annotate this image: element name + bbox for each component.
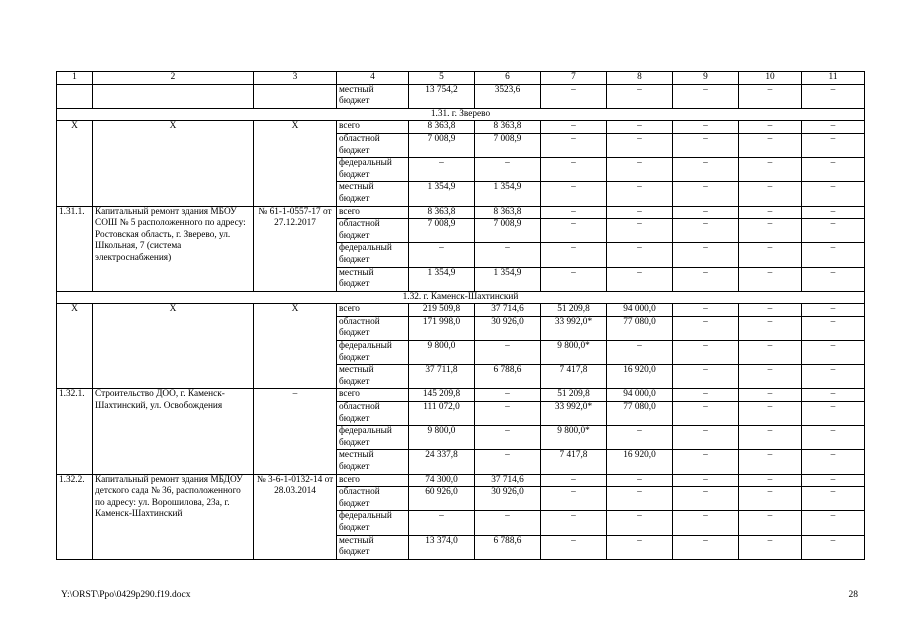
x-cell: X — [57, 121, 93, 206]
value-cell: – — [802, 535, 865, 559]
section-row — [57, 108, 865, 121]
budget-source: всего — [337, 474, 409, 487]
value-cell: 37 714,6 — [475, 304, 541, 317]
column-header: 7 — [541, 72, 607, 85]
column-header: 9 — [673, 72, 739, 85]
value-cell: – — [802, 511, 865, 535]
x-cell: X — [93, 304, 254, 389]
column-header: 5 — [409, 72, 475, 85]
value-cell: 7 008,9 — [409, 133, 475, 157]
value-cell: – — [541, 267, 607, 291]
value-cell: – — [541, 84, 607, 108]
value-cell: – — [607, 182, 673, 206]
item-name: Капитальный ремонт здания МБДОУ детского сада № 36, расположенного по адресу: ул. Ворошилова, 23а, г. Каменск-Шахтинский — [93, 474, 254, 559]
value-cell: 77 080,0 — [607, 402, 673, 426]
value-cell: 171 998,0 — [409, 316, 475, 340]
value-cell: – — [673, 182, 739, 206]
value-cell: 7 417,8 — [541, 450, 607, 474]
x-cell: X — [57, 304, 93, 389]
section-row — [57, 291, 865, 304]
value-cell: – — [475, 426, 541, 450]
value-cell: – — [802, 487, 865, 511]
value-cell: – — [475, 341, 541, 365]
value-cell: 51 209,8 — [541, 389, 607, 402]
value-cell: 37 714,6 — [475, 474, 541, 487]
value-cell: – — [739, 133, 802, 157]
value-cell: 8 363,8 — [475, 121, 541, 134]
value-cell: – — [673, 402, 739, 426]
value-cell: – — [802, 450, 865, 474]
value-cell: 9 800,0* — [541, 426, 607, 450]
value-cell: – — [802, 133, 865, 157]
budget-source: местный бюджет — [337, 450, 409, 474]
value-cell: – — [802, 389, 865, 402]
value-cell: – — [475, 450, 541, 474]
value-cell: – — [673, 474, 739, 487]
value-cell: – — [739, 267, 802, 291]
value-cell: – — [475, 389, 541, 402]
value-cell: – — [673, 341, 739, 365]
column-header: 6 — [475, 72, 541, 85]
value-cell: 13 374,0 — [409, 535, 475, 559]
value-cell: 8 363,8 — [409, 121, 475, 134]
value-cell: – — [802, 206, 865, 219]
header-row — [57, 72, 865, 85]
value-cell: – — [673, 511, 739, 535]
value-cell: – — [541, 511, 607, 535]
empty-cell — [254, 84, 337, 108]
value-cell: – — [739, 426, 802, 450]
column-header: 2 — [93, 72, 254, 85]
value-cell: 3523,6 — [475, 84, 541, 108]
value-cell: – — [739, 243, 802, 267]
value-cell: – — [475, 511, 541, 535]
value-cell: – — [739, 84, 802, 108]
budget-source: федеральный бюджет — [337, 341, 409, 365]
item-name: Капитальный ремонт здания МБОУ СОШ № 5 расположенного по адресу: Ростовская область, г. Зверево, ул. Школьная, 7 (система электроснабжения) — [93, 206, 254, 291]
value-cell: – — [802, 341, 865, 365]
value-cell: – — [607, 474, 673, 487]
value-cell: – — [541, 158, 607, 182]
value-cell: – — [607, 158, 673, 182]
value-cell: – — [673, 304, 739, 317]
value-cell: 1 354,9 — [409, 182, 475, 206]
value-cell: – — [409, 243, 475, 267]
value-cell: 7 417,8 — [541, 365, 607, 389]
value-cell: – — [802, 84, 865, 108]
budget-source: местный бюджет — [337, 267, 409, 291]
value-cell: 94 000,0 — [607, 389, 673, 402]
value-cell: 24 337,8 — [409, 450, 475, 474]
value-cell: 74 300,0 — [409, 474, 475, 487]
item-number: 1.31.1. — [57, 206, 93, 291]
item-document: № 3-6-1-0132-14 от 28.03.2014 — [254, 474, 337, 559]
value-cell: – — [673, 267, 739, 291]
column-header: 1 — [57, 72, 93, 85]
value-cell: – — [802, 365, 865, 389]
value-cell: – — [607, 219, 673, 243]
value-cell: – — [607, 133, 673, 157]
value-cell: – — [541, 133, 607, 157]
budget-source: федеральный бюджет — [337, 243, 409, 267]
value-cell: 219 509,8 — [409, 304, 475, 317]
budget-source: областной бюджет — [337, 219, 409, 243]
empty-cell — [93, 84, 254, 108]
value-cell: – — [541, 487, 607, 511]
value-cell: – — [739, 316, 802, 340]
value-cell: – — [802, 402, 865, 426]
value-cell: – — [541, 474, 607, 487]
value-cell: – — [739, 535, 802, 559]
value-cell: 33 992,0* — [541, 402, 607, 426]
value-cell: 9 800,0* — [541, 341, 607, 365]
item-document: – — [254, 389, 337, 474]
value-cell: 37 711,8 — [409, 365, 475, 389]
item-document: № 61-1-0557-17 от 27.12.2017 — [254, 206, 337, 291]
x-cell: X — [254, 304, 337, 389]
page-number: 28 — [848, 590, 858, 600]
value-cell: – — [409, 511, 475, 535]
column-header: 10 — [739, 72, 802, 85]
value-cell: – — [607, 487, 673, 511]
value-cell: – — [673, 133, 739, 157]
value-cell: – — [802, 304, 865, 317]
column-header: 3 — [254, 72, 337, 85]
value-cell: – — [607, 206, 673, 219]
value-cell: – — [739, 158, 802, 182]
value-cell: 9 800,0 — [409, 341, 475, 365]
budget-source: федеральный бюджет — [337, 426, 409, 450]
value-cell: – — [739, 304, 802, 317]
item-number: 1.32.1. — [57, 389, 93, 474]
value-cell: – — [739, 511, 802, 535]
value-cell: 6 788,6 — [475, 365, 541, 389]
x-cell: X — [93, 121, 254, 206]
value-cell: – — [802, 182, 865, 206]
budget-source: областной бюджет — [337, 133, 409, 157]
value-cell: – — [475, 158, 541, 182]
value-cell: – — [607, 535, 673, 559]
value-cell: 111 072,0 — [409, 402, 475, 426]
value-cell: – — [673, 487, 739, 511]
value-cell: – — [607, 341, 673, 365]
value-cell: – — [673, 158, 739, 182]
value-cell: 94 000,0 — [607, 304, 673, 317]
value-cell: – — [541, 182, 607, 206]
value-cell: – — [802, 316, 865, 340]
value-cell: 60 926,0 — [409, 487, 475, 511]
x-cell: X — [254, 121, 337, 206]
value-cell: – — [673, 426, 739, 450]
value-cell: – — [802, 219, 865, 243]
value-cell: 16 920,0 — [607, 365, 673, 389]
value-cell: – — [673, 219, 739, 243]
value-cell: 9 800,0 — [409, 426, 475, 450]
value-cell: – — [475, 402, 541, 426]
value-cell: 7 008,9 — [409, 219, 475, 243]
value-cell: 8 363,8 — [475, 206, 541, 219]
value-cell: 1 354,9 — [475, 182, 541, 206]
value-cell: – — [673, 206, 739, 219]
value-cell: 8 363,8 — [409, 206, 475, 219]
value-cell: – — [673, 365, 739, 389]
value-cell: 7 008,9 — [475, 219, 541, 243]
value-cell: – — [802, 243, 865, 267]
value-cell: – — [607, 243, 673, 267]
value-cell: 6 788,6 — [475, 535, 541, 559]
value-cell: – — [541, 219, 607, 243]
value-cell: – — [673, 450, 739, 474]
budget-source: местный бюджет — [337, 84, 409, 108]
value-cell: – — [802, 267, 865, 291]
table-row — [57, 474, 865, 487]
budget-source: областной бюджет — [337, 402, 409, 426]
column-header: 8 — [607, 72, 673, 85]
value-cell: – — [541, 535, 607, 559]
value-cell: 7 008,9 — [475, 133, 541, 157]
budget-source: всего — [337, 304, 409, 317]
value-cell: – — [607, 121, 673, 134]
value-cell: 16 920,0 — [607, 450, 673, 474]
value-cell: – — [673, 84, 739, 108]
value-cell: 51 209,8 — [541, 304, 607, 317]
value-cell: – — [802, 121, 865, 134]
value-cell: 145 209,8 — [409, 389, 475, 402]
value-cell: – — [739, 121, 802, 134]
value-cell: – — [673, 121, 739, 134]
value-cell: – — [739, 182, 802, 206]
value-cell: – — [409, 158, 475, 182]
budget-source: всего — [337, 206, 409, 219]
value-cell: 33 992,0* — [541, 316, 607, 340]
item-name: Строительство ДОО, г. Каменск-Шахтинский, ул. Освобождения — [93, 389, 254, 474]
empty-cell — [57, 84, 93, 108]
value-cell: – — [541, 121, 607, 134]
column-header: 4 — [337, 72, 409, 85]
value-cell: 77 080,0 — [607, 316, 673, 340]
budget-source: всего — [337, 389, 409, 402]
budget-source: местный бюджет — [337, 365, 409, 389]
value-cell: – — [541, 243, 607, 267]
value-cell: 13 754,2 — [409, 84, 475, 108]
value-cell: – — [739, 206, 802, 219]
value-cell: 1 354,9 — [475, 267, 541, 291]
value-cell: – — [673, 316, 739, 340]
value-cell: – — [673, 243, 739, 267]
value-cell: – — [739, 341, 802, 365]
value-cell: 30 926,0 — [475, 316, 541, 340]
value-cell: – — [607, 84, 673, 108]
value-cell: – — [739, 450, 802, 474]
value-cell: – — [739, 389, 802, 402]
budget-source: федеральный бюджет — [337, 158, 409, 182]
value-cell: 1 354,9 — [409, 267, 475, 291]
table-row — [57, 121, 865, 134]
value-cell: – — [607, 426, 673, 450]
budget-source: всего — [337, 121, 409, 134]
value-cell: – — [673, 535, 739, 559]
value-cell: – — [802, 474, 865, 487]
table-row — [57, 304, 865, 317]
value-cell: – — [802, 426, 865, 450]
value-cell: – — [607, 267, 673, 291]
value-cell: – — [607, 511, 673, 535]
value-cell: – — [739, 402, 802, 426]
item-number: 1.32.2. — [57, 474, 93, 559]
budget-source: местный бюджет — [337, 182, 409, 206]
value-cell: – — [475, 243, 541, 267]
table-row — [57, 84, 865, 108]
budget-table — [56, 71, 865, 560]
table-row — [57, 389, 865, 402]
value-cell: – — [541, 206, 607, 219]
table-row — [57, 206, 865, 219]
value-cell: – — [802, 158, 865, 182]
value-cell: – — [739, 365, 802, 389]
budget-source: федеральный бюджет — [337, 511, 409, 535]
section-title: 1.32. г. Каменск-Шахтинский — [57, 291, 865, 304]
budget-source: местный бюджет — [337, 535, 409, 559]
value-cell: – — [739, 219, 802, 243]
budget-source: областной бюджет — [337, 316, 409, 340]
value-cell: 30 926,0 — [475, 487, 541, 511]
document-path: Y:\ORST\Ppo\0429p290.f19.docx — [61, 590, 191, 600]
value-cell: – — [739, 487, 802, 511]
value-cell: – — [739, 474, 802, 487]
value-cell: – — [673, 389, 739, 402]
column-header: 11 — [802, 72, 865, 85]
section-title: 1.31. г. Зверево — [57, 108, 865, 121]
budget-source: областной бюджет — [337, 487, 409, 511]
